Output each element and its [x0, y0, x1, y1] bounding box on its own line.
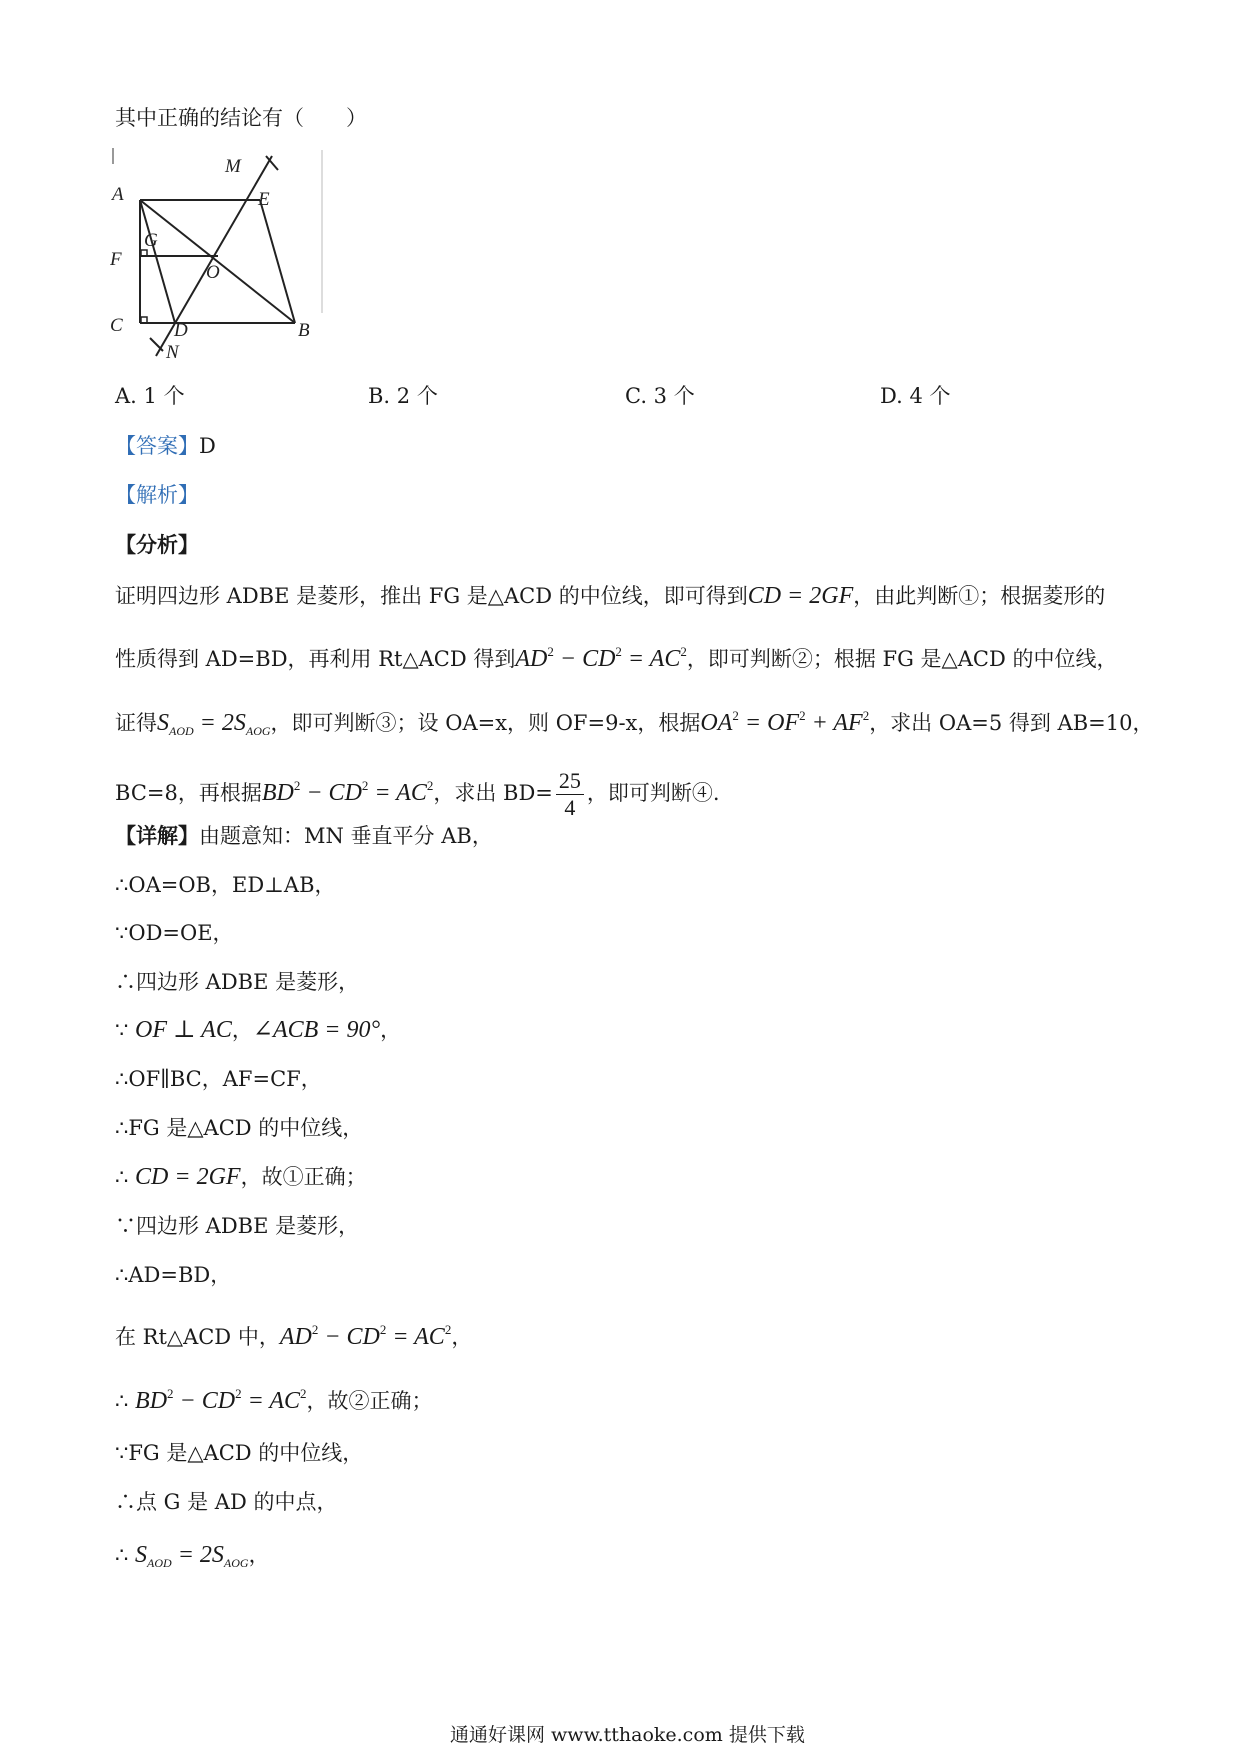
detail-line-12: ∴ $BD^2 - CD^2 = AC^2$，故②正确； — [115, 1386, 433, 1414]
label-e: E — [258, 189, 270, 210]
fraction-bd: $\frac{25}{4}$ — [556, 768, 584, 821]
detail-line-6: ∴OF∥BC，AF=CF， — [115, 1067, 322, 1091]
detail-line-8: ∴ CD = 2GF，故①正确； — [115, 1164, 367, 1190]
analysis-line-4: BC=8，再根据$BD^2 - CD^2 = AC^2$，求出 BD= $\frac{25}{4}$ ，即可判断④. — [115, 768, 720, 820]
label-f: F — [110, 249, 122, 270]
detail-line-14: ∴点 G 是 AD 的中点， — [115, 1490, 338, 1514]
detail-line-15: ∴ $S_{AOD} = 2S_{AOG}$， — [115, 1542, 270, 1570]
analysis-line-2: 性质得到 AD=BD，再利用 Rt△ACD 得到$AD^2 - CD^2 = AC^2$，即可判断②；根据 FG 是△ACD 的中位线， — [115, 644, 1118, 672]
question-stem: 其中正确的结论有（ ） — [115, 106, 367, 130]
label-a: A — [112, 184, 124, 205]
detail-line-11: 在 Rt△ACD 中，$AD^2 - CD^2 = AC^2$， — [115, 1322, 473, 1350]
explanation-label: 【解析】 — [115, 483, 199, 507]
analysis-line-3: 证得$S_{AOD} = 2S_{AOG}$，即可判断③；设 OA=x，则 OF=9-x，根据$OA^2 = OF^2 + AF^2$，求出 OA=5 得到 AB=10， — [115, 708, 1154, 738]
label-c: C — [110, 315, 123, 336]
label-d: D — [174, 320, 188, 341]
label-o: O — [206, 262, 220, 283]
detail-line-10: ∴AD=BD， — [115, 1263, 232, 1287]
option-d: D. 4 个 — [880, 384, 951, 408]
detail-label: 【详解】 — [115, 823, 199, 848]
analysis-label: 【分析】 — [115, 532, 199, 557]
detail-line-4: ∴四边形 ADBE 是菱形， — [115, 970, 360, 994]
detail-line-9: ∵四边形 ADBE 是菱形， — [115, 1214, 360, 1238]
detail-line-5: ∵ OF ⊥ AC，∠ACB = 90°， — [115, 1017, 402, 1043]
option-a: A. 1 个 — [115, 384, 185, 408]
answer-value: D — [199, 434, 216, 458]
answer-label: 【答案】 — [115, 434, 199, 458]
answer-line — [115, 431, 216, 461]
detail-line-3: ∵OD=OE， — [115, 921, 234, 945]
label-n: N — [166, 342, 179, 363]
arc-mark-n — [150, 338, 163, 351]
detail-line-13: ∵FG 是△ACD 的中位线， — [115, 1441, 364, 1465]
geometry-figure — [110, 148, 325, 363]
label-m: M — [225, 156, 241, 177]
option-b: B. 2 个 — [368, 384, 438, 408]
segment-eb — [260, 200, 295, 323]
page-footer: 通通好课网 www.tthaoke.com 提供下载 — [450, 1724, 805, 1746]
label-g: G — [144, 230, 158, 251]
detail-line-1: 【详解】由题意知：MN 垂直平分 AB， — [115, 823, 493, 848]
segment-ad — [140, 200, 175, 323]
label-b: B — [298, 320, 310, 341]
detail-line-7: ∴FG 是△ACD 的中位线， — [115, 1116, 364, 1140]
analysis-line-1: 证明四边形 ADBE 是菱形，推出 FG 是△ACD 的中位线，即可得到CD = 2GF，由此判断①；根据菱形的 — [115, 583, 1106, 609]
option-c: C. 3 个 — [625, 384, 695, 408]
detail-line-2: ∴OA=OB，ED⊥AB， — [115, 873, 336, 897]
